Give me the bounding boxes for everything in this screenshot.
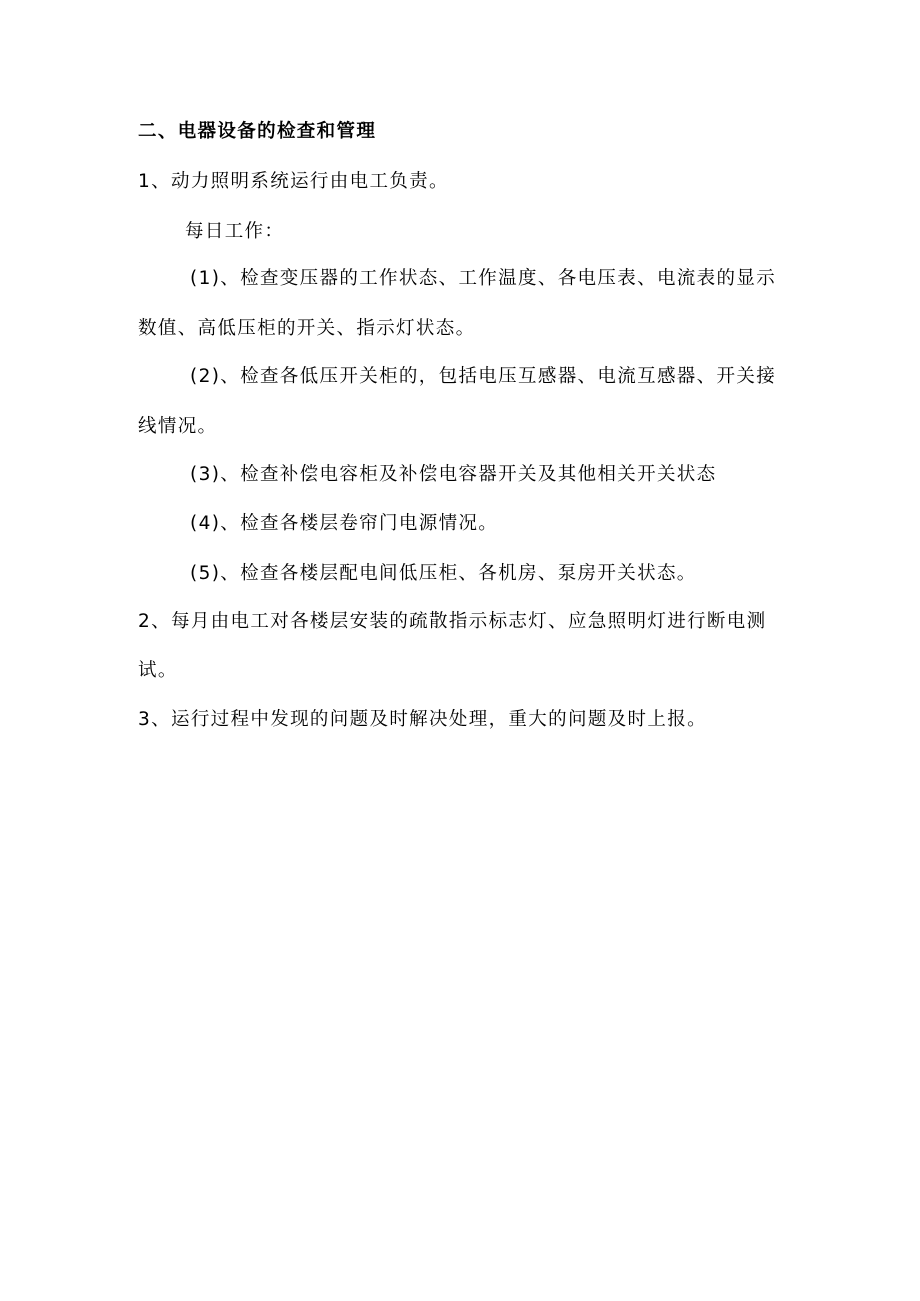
item-3: 3、运行过程中发现的问题及时解决处理，重大的问题及时上报。 <box>138 709 707 730</box>
subitem-1-line-1: (1)、检查变压器的工作状态、工作温度、各电压表、电流表的显示 <box>190 268 777 289</box>
subitem-5: (5)、检查各楼层配电间低压柜、各机房、泵房开关状态。 <box>190 563 697 584</box>
subitem-4: (4)、检查各楼层卷帘门电源情况。 <box>190 513 499 534</box>
daily-work-label: 每日工作： <box>185 221 285 242</box>
item-2-line-2: 试。 <box>138 660 178 681</box>
item-2-line-1: 2、每月由电工对各楼层安装的疏散指示标志灯、应急照明灯进行断电测 <box>138 611 767 632</box>
subitem-2-line-1: (2)、检查各低压开关柜的，包括电压互感器、电流互感器、开关接 <box>190 366 777 387</box>
subitem-3: (3)、检查补偿电容柜及补偿电容器开关及其他相关开关状态 <box>190 464 717 485</box>
item-1: 1、动力照明系统运行由电工负责。 <box>138 171 449 192</box>
section-heading: 二、电器设备的检查和管理 <box>138 121 377 142</box>
subitem-1-line-2: 数值、高低压柜的开关、指示灯状态。 <box>138 318 476 339</box>
subitem-2-line-2: 线情况。 <box>138 416 218 437</box>
